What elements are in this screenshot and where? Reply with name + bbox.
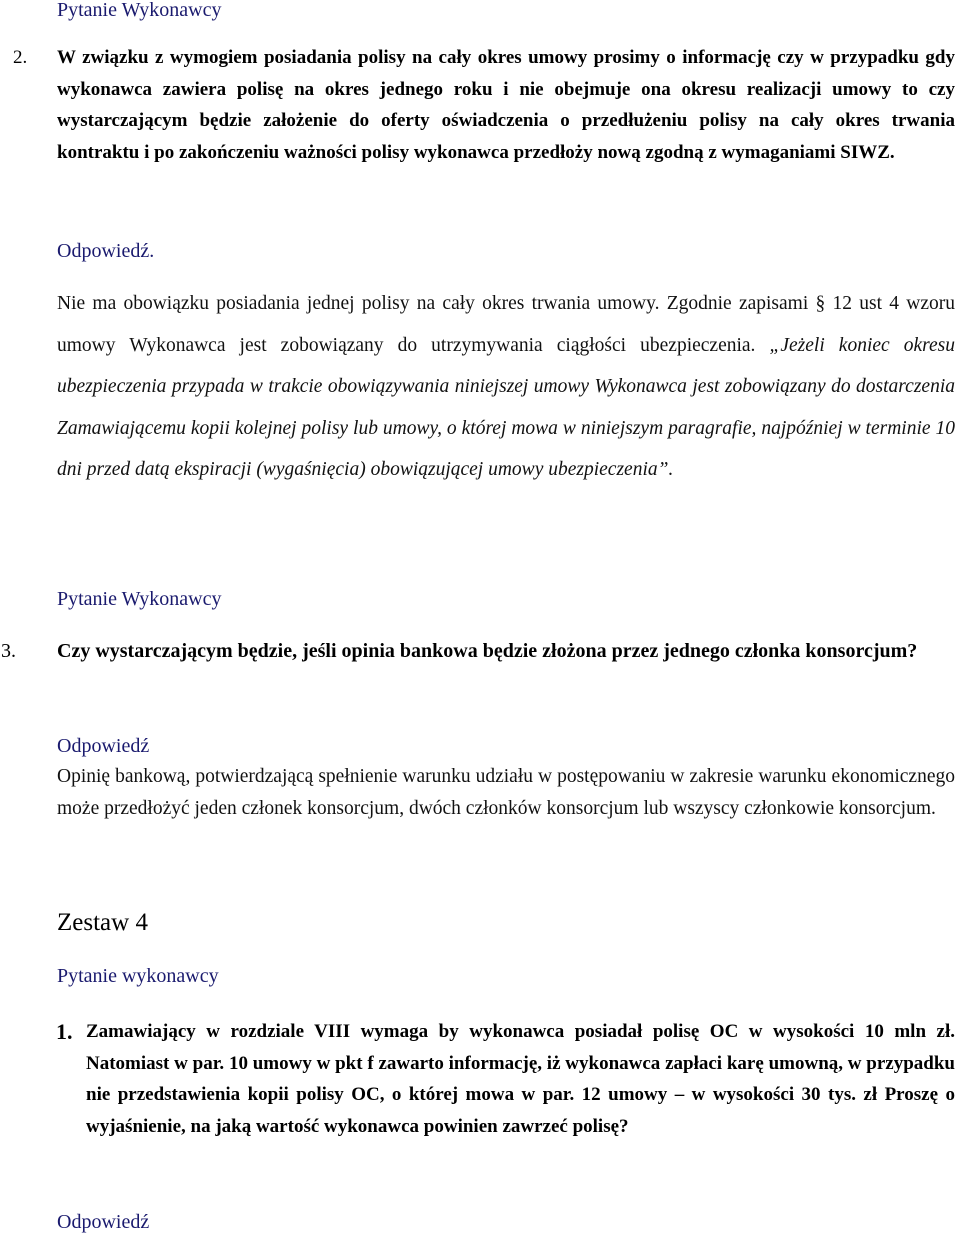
answer-plain: Nie ma obowiązku posiadania jednej polisy na cały okres trwania umowy. Zgodnie zapisami § 12 ust 4 wzoru umowy Wykonawca jest zobowiązany do utrzymywania ciągłości ubezpieczenia.	[57, 293, 955, 356]
question-text: Zamawiający w rozdziale VIII wymaga by wykonawca posiadał polisę OC w wysokości 10 mln zł. Natomiast w par. 10 umowy w pkt f zawarto informację, iż wykonawca zapłaci karę umowną, w przypadku nie przedstawienia kopii polisy OC, o której mowa w par. 12 umowy – w wysokości 30 tys. zł Proszę o wyjaśnienie, na jaką wartość wykonawca powinien zawrzeć polisę?	[86, 1021, 955, 1137]
question-number: 1.	[56, 1019, 73, 1044]
question-block	[1, 635, 955, 667]
answer-text	[57, 283, 955, 491]
answer-label: Odpowiedź.	[57, 240, 155, 262]
question-label: Pytanie wykonawcy	[57, 965, 219, 987]
question-label: Pytanie Wykonawcy	[57, 588, 222, 610]
answer-label: Odpowiedź	[57, 735, 150, 757]
answer-label: Odpowiedź	[57, 1211, 150, 1233]
question-text: W związku z wymogiem posiadania polisy na cały okres umowy prosimy o informację czy w przypadku gdy wykonawca zawiera polisę na okres jednego roku i nie obejmuje ona okresu realizacji umowy to czy wystarczającym będzie założenie do oferty oświadczenia o przedłużeniu polisy na cały okres trwania kontraktu i po zakończeniu ważności polisy wykonawca przedłoży nową zgodną z wymaganiami SIWZ.	[57, 47, 955, 163]
answer-text: Opinię bankową, potwierdzającą spełnienie warunku udziału w postępowaniu w zakresie warunku ekonomicznego może przedłożyć jeden członek konsorcjum, dwóch członków konsorcjum lub wszyscy członkowie konsorcjum.	[57, 766, 955, 819]
answer-quote: „Jeżeli koniec okresu ubezpieczenia przypada w trakcie obowiązywania niniejszej umowy Wykonawca jest zobowiązany do dostarczenia Zamawiającemu kopii kolejnej polisy lub umowy, o której mowa w niniejszym paragrafie, najpóźniej w terminie 10 dni przed datą ekspiracji (wygaśnięcia) obowiązującej umowy ubezpieczenia”.	[57, 334, 955, 480]
question-label: Pytanie Wykonawcy	[57, 0, 222, 21]
question-number: 2.	[13, 47, 28, 68]
question-text: Czy wystarczającym będzie, jeśli opinia bankowa będzie złożona przez jednego członka konsorcjum?	[57, 640, 918, 662]
question-block	[56, 1016, 955, 1142]
question-number: 3.	[1, 640, 16, 662]
question-block	[13, 42, 955, 168]
section-heading: Zestaw 4	[57, 909, 148, 936]
